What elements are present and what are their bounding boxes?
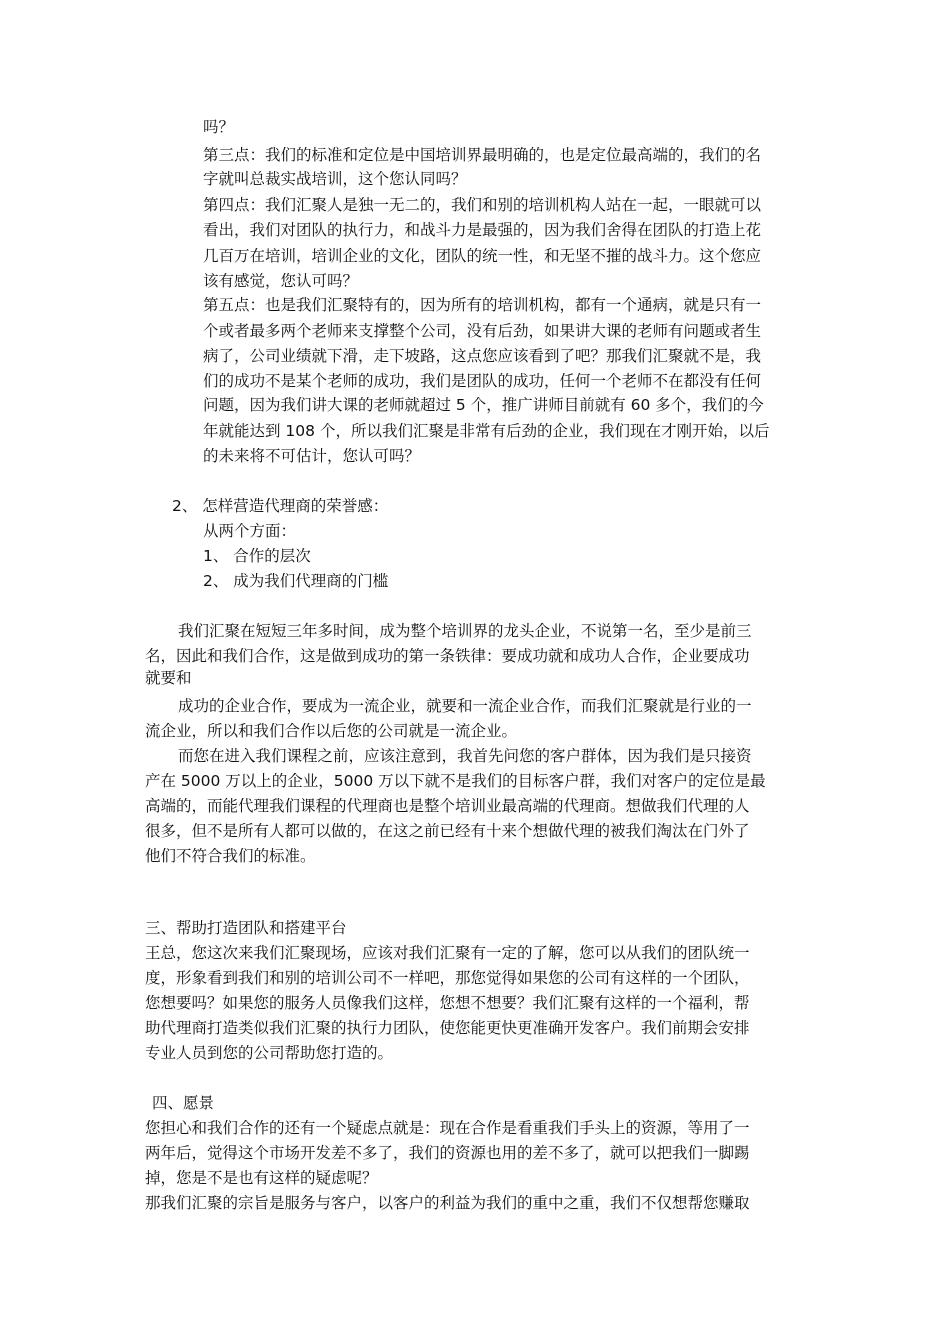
point-four-line: 第四点：我们汇聚人是独一无二的，我们和别的培训机构人站在一起，一眼就可以	[203, 196, 762, 214]
paragraph-line: 王总，您这次来我们汇聚现场，应该对我们汇聚有一定的了解，您可以从我们的团队统一	[145, 944, 750, 962]
honor-item-2: 2、 成为我们代理商的门槛	[203, 572, 389, 590]
section-four-heading: 四、愿景	[152, 1094, 215, 1112]
paragraph-line: 就要和	[145, 669, 192, 687]
paragraph-line: 流企业，所以和我们合作以后您的公司就是一流企业。	[145, 722, 518, 740]
text-line: 个或者最多两个老师来支撑整个公司，没有后劲，如果讲大课的老师有问题或者生	[203, 322, 762, 340]
honor-heading: 2、 怎样营造代理商的荣誉感：	[172, 497, 389, 515]
point-five-line: 第五点：也是我们汇聚特有的，因为所有的培训机构，都有一个通病，就是只有一	[203, 296, 762, 314]
text-line: 病了，公司业绩就下滑，走下坡路，这点您应该看到了吧？那我们汇聚就不是，我	[203, 347, 762, 365]
point-three-line: 第三点：我们的标准和定位是中国培训界最明确的，也是定位最高端的，我们的名	[203, 146, 762, 164]
text-line: 该有感觉，您认可吗？	[203, 272, 359, 290]
text-line: 看出，我们对团队的执行力，和战斗力是最强的，因为我们舍得在团队的打造上花	[203, 221, 762, 239]
paragraph-line: 您担心和我们合作的还有一个疑虑点就是：现在合作是看重我们手头上的资源，等用了一	[145, 1119, 750, 1137]
paragraph-line: 很多，但不是所有人都可以做的，在这之前已经有十来个想做代理的被我们淘汰在门外了	[145, 822, 750, 840]
paragraph-line: 掉，您是不是也有这样的疑虑呢？	[145, 1169, 378, 1187]
paragraph-line: 我们汇聚在短短三年多时间，成为整个培训界的龙头企业，不说第一名，至少是前三	[178, 622, 752, 640]
text-line: 的未来将不可估计，您认可吗？	[203, 447, 421, 465]
paragraph-line: 专业人员到您的公司帮助您打造的。	[145, 1044, 394, 1062]
paragraph-line: 两年后，觉得这个市场开发差不多了，我们的资源也用的差不多了，就可以把我们一脚踢	[145, 1144, 750, 1162]
text-line: 字就叫总裁实战培训，这个您认同吗？	[203, 170, 467, 188]
paragraph-line: 助代理商打造类似我们汇聚的执行力团队，使您能更快更准确开发客户。我们前期会安排	[145, 1019, 750, 1037]
section-three-heading: 三、帮助打造团队和搭建平台	[145, 919, 347, 937]
paragraph-line: 名，因此和我们合作，这是做到成功的第一条铁律：要成功就和成功人合作，企业要成功	[145, 647, 750, 665]
paragraph-line: 产在 5000 万以上的企业，5000 万以下就不是我们的目标客户群，我们对客户的定位是最	[145, 772, 766, 790]
paragraph-line: 他们不符合我们的标准。	[145, 847, 316, 865]
honor-item-1: 1、 合作的层次	[203, 547, 311, 565]
paragraph-line: 度，形象看到我们和别的培训公司不一样吧，那您觉得如果您的公司有这样的一个团队，	[145, 969, 750, 987]
text-line: 们的成功不是某个老师的成功，我们是团队的成功，任何一个老师不在都没有任何	[203, 372, 762, 390]
text-line: 几百万在培训，培训企业的文化，团队的统一性，和无坚不摧的战斗力。这个您应	[203, 247, 762, 265]
paragraph-line: 您想要吗？如果您的服务人员像我们这样，您想不想要？我们汇聚有这样的一个福利，帮	[145, 994, 750, 1012]
paragraph-line: 成功的企业合作，要成为一流企业，就要和一流企业合作，而我们汇聚就是行业的一	[178, 697, 752, 715]
honor-intro: 从两个方面：	[203, 522, 297, 540]
text-line: 吗？	[203, 118, 235, 136]
paragraph-line: 而您在进入我们课程之前，应该注意到，我首先问您的客户群体，因为我们是只接资	[178, 747, 752, 765]
paragraph-line: 那我们汇聚的宗旨是服务与客户，以客户的利益为我们的重中之重，我们不仅想帮您赚取	[145, 1194, 750, 1212]
paragraph-line: 高端的，而能代理我们课程的代理商也是整个培训业最高端的代理商。想做我们代理的人	[145, 797, 750, 815]
text-line: 年就能达到 108 个，所以我们汇聚是非常有后劲的企业，我们现在才刚开始，以后	[203, 422, 770, 440]
text-line: 问题，因为我们讲大课的老师就超过 5 个，推广讲师目前就有 60 多个，我们的今	[203, 396, 764, 414]
